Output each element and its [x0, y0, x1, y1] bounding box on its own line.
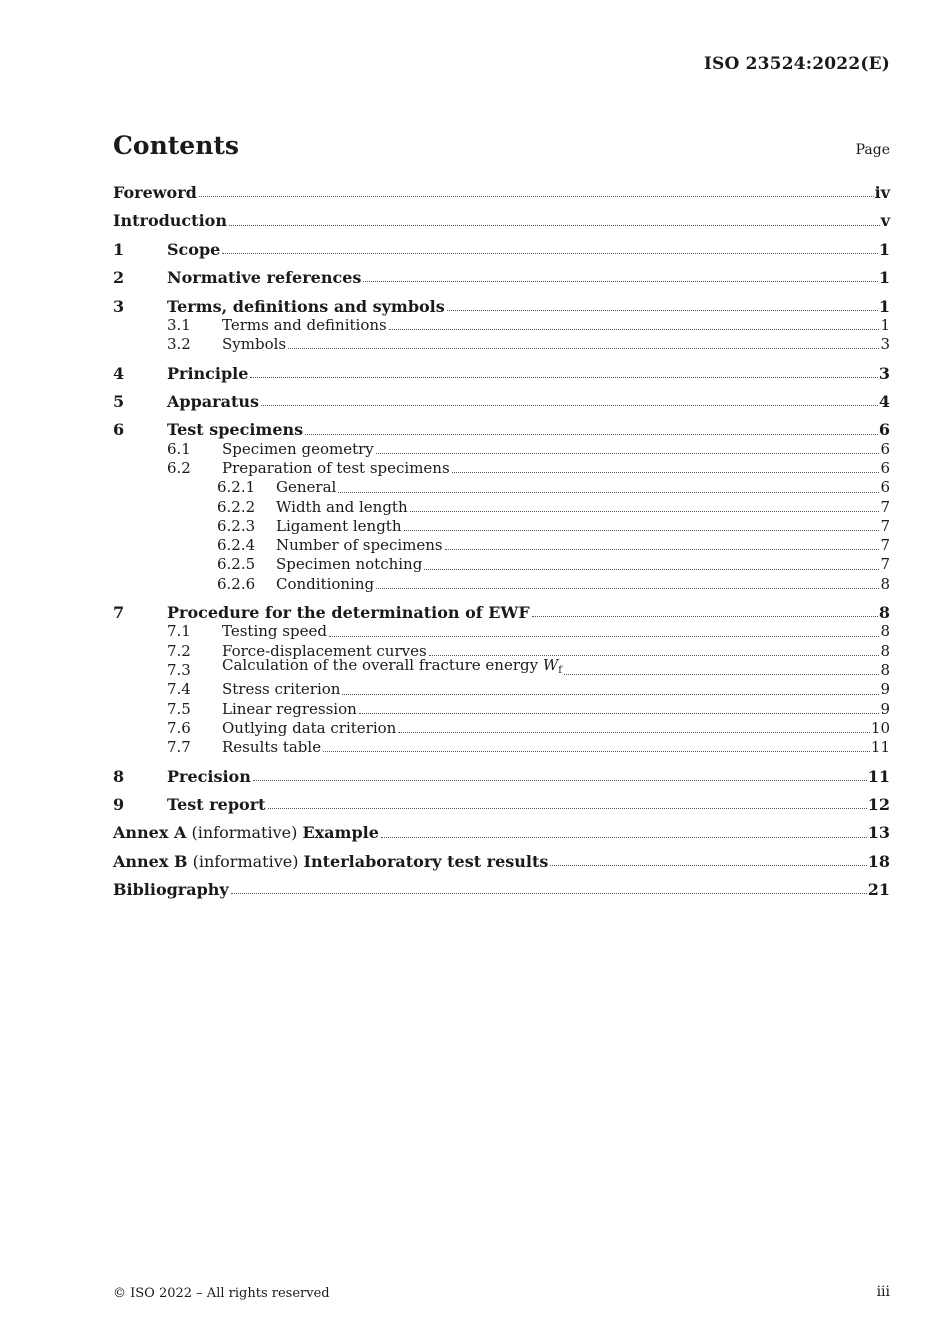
- toc-entry-number: 6.1: [167, 439, 191, 458]
- toc-entry-title: Foreword: [113, 183, 197, 202]
- toc-entry-title: Bibliography: [113, 880, 229, 900]
- toc-leader-dots: [376, 588, 879, 589]
- table-of-contents: [113, 183, 890, 899]
- toc-leader-dots: [199, 196, 874, 197]
- toc-entry-page: 8: [880, 622, 890, 641]
- toc-entry-title: Normative references: [167, 268, 362, 288]
- toc-entry[interactable]: [113, 767, 890, 786]
- toc-leader-dots: [229, 225, 880, 226]
- toc-entry-number: 7.6: [167, 718, 191, 737]
- toc-entry[interactable]: [113, 420, 890, 439]
- toc-entry-title: Force-displacement curves: [222, 641, 427, 660]
- toc-leader-dots: [564, 674, 879, 675]
- page-title: Contents: [113, 131, 240, 160]
- toc-entry-title: Introduction: [113, 211, 227, 231]
- toc-entry-number: 6.2.6: [217, 574, 256, 593]
- toc-entry-title: Ligament length: [276, 516, 402, 535]
- toc-entry-number: 6.2.5: [217, 555, 256, 574]
- toc-entry-page: 6: [880, 458, 890, 477]
- toc-leader-dots: [329, 636, 880, 637]
- toc-entry-title: Outlying data criterion: [222, 718, 397, 737]
- toc-entry-page: 9: [880, 699, 890, 718]
- toc-entry-number: 7.4: [167, 680, 191, 699]
- toc-entry-number: 6.2.2: [217, 497, 256, 516]
- toc-entry[interactable]: [113, 719, 890, 738]
- toc-entry[interactable]: [113, 240, 890, 259]
- toc-entry[interactable]: [113, 183, 890, 202]
- toc-entry-number: 7.3: [167, 660, 191, 679]
- toc-entry-title: Annex A (informative) Example: [113, 823, 379, 843]
- page-number: iii: [876, 1284, 890, 1300]
- toc-entry-title: Principle: [167, 363, 249, 383]
- toc-entry-title: Conditioning: [276, 574, 375, 593]
- toc-entry-number: 8: [113, 766, 125, 786]
- toc-leader-dots: [410, 511, 880, 512]
- toc-entry-title: Specimen notching: [276, 555, 423, 574]
- toc-entry[interactable]: [113, 335, 890, 354]
- toc-entry-page: 4: [878, 391, 890, 411]
- toc-entry-title: Specimen geometry: [222, 439, 374, 458]
- toc-entry[interactable]: [113, 364, 890, 383]
- toc-leader-dots: [532, 616, 878, 617]
- toc-entry-title: Test report: [167, 794, 266, 814]
- toc-entry[interactable]: [113, 795, 890, 814]
- toc-leader-dots: [404, 530, 880, 531]
- toc-entry-number: 6: [113, 420, 125, 440]
- document-id: ISO 23524:2022(E): [703, 54, 890, 74]
- toc-entry-page: 18: [867, 851, 890, 871]
- toc-leader-dots: [250, 377, 877, 378]
- toc-entry-number: 6.2.4: [217, 536, 256, 555]
- toc-entry[interactable]: [113, 536, 890, 555]
- toc-entry-page: v: [880, 211, 890, 231]
- page-column-label: Page: [855, 142, 890, 158]
- toc-entry-title: Width and length: [276, 497, 408, 516]
- toc-entry[interactable]: [113, 211, 890, 230]
- toc-entry-number: 2: [113, 268, 125, 288]
- toc-entry-page: 8: [878, 603, 890, 623]
- toc-leader-dots: [452, 472, 880, 473]
- toc-entry[interactable]: [113, 498, 890, 517]
- toc-entry-page: 7: [880, 497, 890, 516]
- toc-entry-page: 7: [880, 536, 890, 555]
- toc-entry[interactable]: [113, 297, 890, 316]
- toc-leader-dots: [253, 780, 867, 781]
- toc-leader-dots: [231, 893, 867, 894]
- toc-entry-page: 13: [867, 823, 890, 843]
- toc-entry[interactable]: [113, 555, 890, 574]
- toc-leader-dots: [342, 694, 879, 695]
- toc-entry-page: 8: [880, 660, 890, 679]
- toc-entry-page: iv: [874, 183, 890, 202]
- toc-entry-number: 6.2.3: [217, 516, 256, 535]
- toc-entry-title: Stress criterion: [222, 680, 341, 699]
- toc-leader-dots: [305, 434, 878, 435]
- toc-entry-number: 3.1: [167, 315, 191, 334]
- toc-entry[interactable]: [113, 316, 890, 335]
- toc-entry-number: 1: [113, 239, 125, 259]
- toc-leader-dots: [550, 865, 866, 866]
- toc-entry[interactable]: [113, 268, 890, 287]
- toc-entry[interactable]: [113, 603, 890, 622]
- toc-entry-number: 3.2: [167, 335, 191, 354]
- toc-leader-dots: [381, 837, 867, 838]
- toc-entry[interactable]: [113, 459, 890, 478]
- toc-entry-page: 3: [878, 363, 890, 383]
- toc-entry-title: Annex B (informative) Interlaboratory test results: [113, 851, 549, 871]
- toc-leader-dots: [376, 453, 880, 454]
- toc-entry-page: 3: [880, 335, 890, 354]
- toc-entry-page: 8: [880, 641, 890, 660]
- toc-entry-page: 21: [867, 880, 890, 900]
- toc-entry-number: 7.1: [167, 622, 191, 641]
- toc-entry-number: 7.2: [167, 641, 191, 660]
- toc-entry[interactable]: [113, 440, 890, 459]
- toc-entry-page: 6: [880, 478, 890, 497]
- toc-entry-number: 6.2: [167, 458, 191, 477]
- toc-entry-page: 1: [878, 268, 890, 288]
- toc-entry-number: 7: [113, 603, 125, 623]
- toc-leader-dots: [359, 713, 880, 714]
- toc-entry-title: Procedure for the determination of EWF: [167, 603, 530, 623]
- toc-leader-dots: [363, 281, 877, 282]
- toc-leader-dots: [222, 253, 878, 254]
- toc-entry-title: Testing speed: [222, 622, 327, 641]
- toc-entry[interactable]: [113, 478, 890, 497]
- toc-entry-page: 11: [870, 738, 890, 757]
- toc-entry-page: 7: [880, 516, 890, 535]
- toc-entry[interactable]: [113, 680, 890, 699]
- toc-leader-dots: [261, 405, 878, 406]
- toc-leader-dots: [268, 808, 867, 809]
- toc-entry[interactable]: [113, 852, 890, 871]
- toc-leader-dots: [424, 569, 879, 570]
- toc-entry[interactable]: [113, 517, 890, 536]
- toc-entry[interactable]: [113, 823, 890, 842]
- toc-entry-number: 4: [113, 363, 125, 383]
- toc-entry-page: 1: [878, 296, 890, 316]
- toc-entry-number: 7.5: [167, 699, 191, 718]
- toc-entry[interactable]: [113, 700, 890, 719]
- copyright-notice: © ISO 2022 – All rights reserved: [113, 1286, 330, 1301]
- toc-entry-title: Terms and definitions: [222, 315, 387, 334]
- toc-entry-title: Test specimens: [167, 420, 304, 440]
- toc-entry-title: Terms, definitions and symbols: [167, 296, 445, 316]
- toc-entry-title: General: [276, 478, 337, 497]
- toc-entry-page: 12: [867, 794, 890, 814]
- toc-leader-dots: [338, 492, 879, 493]
- toc-entry[interactable]: [113, 738, 890, 757]
- toc-entry-number: 9: [113, 794, 125, 814]
- toc-entry-title: Calculation of the overall fracture energy $W_f$: [222, 655, 562, 676]
- toc-entry-page: 6: [880, 439, 890, 458]
- toc-entry-page: 10: [870, 718, 890, 737]
- toc-leader-dots: [288, 348, 879, 349]
- toc-entry-page: 11: [867, 766, 890, 786]
- toc-entry-page: 6: [878, 420, 890, 440]
- toc-entry-page: 1: [878, 239, 890, 259]
- toc-entry[interactable]: [113, 622, 890, 641]
- toc-entry-title: Symbols: [222, 335, 287, 354]
- toc-entry-page: 7: [880, 555, 890, 574]
- toc-entry[interactable]: [113, 575, 890, 594]
- toc-entry-number: 6.2.1: [217, 478, 256, 497]
- toc-leader-dots: [447, 310, 878, 311]
- toc-entry-number: 3: [113, 296, 125, 316]
- toc-entry[interactable]: [113, 392, 890, 411]
- toc-leader-dots: [323, 751, 870, 752]
- toc-entry-title: Linear regression: [222, 699, 357, 718]
- toc-entry-title: Preparation of test specimens: [222, 458, 450, 477]
- toc-entry-page: 8: [880, 574, 890, 593]
- toc-entry-page: 1: [880, 315, 890, 334]
- toc-entry-title: Precision: [167, 766, 251, 786]
- toc-entry-title: Apparatus: [167, 391, 259, 411]
- toc-entry-number: 7.7: [167, 738, 191, 757]
- toc-entry-title: Scope: [167, 239, 221, 259]
- toc-entry-number: 5: [113, 391, 125, 411]
- toc-entry[interactable]: [113, 655, 890, 680]
- toc-entry[interactable]: [113, 880, 890, 899]
- toc-leader-dots: [398, 732, 870, 733]
- toc-entry-page: 9: [880, 680, 890, 699]
- toc-leader-dots: [445, 549, 880, 550]
- toc-entry-title: Number of specimens: [276, 536, 443, 555]
- toc-entry-title: Results table: [222, 738, 322, 757]
- toc-leader-dots: [389, 329, 880, 330]
